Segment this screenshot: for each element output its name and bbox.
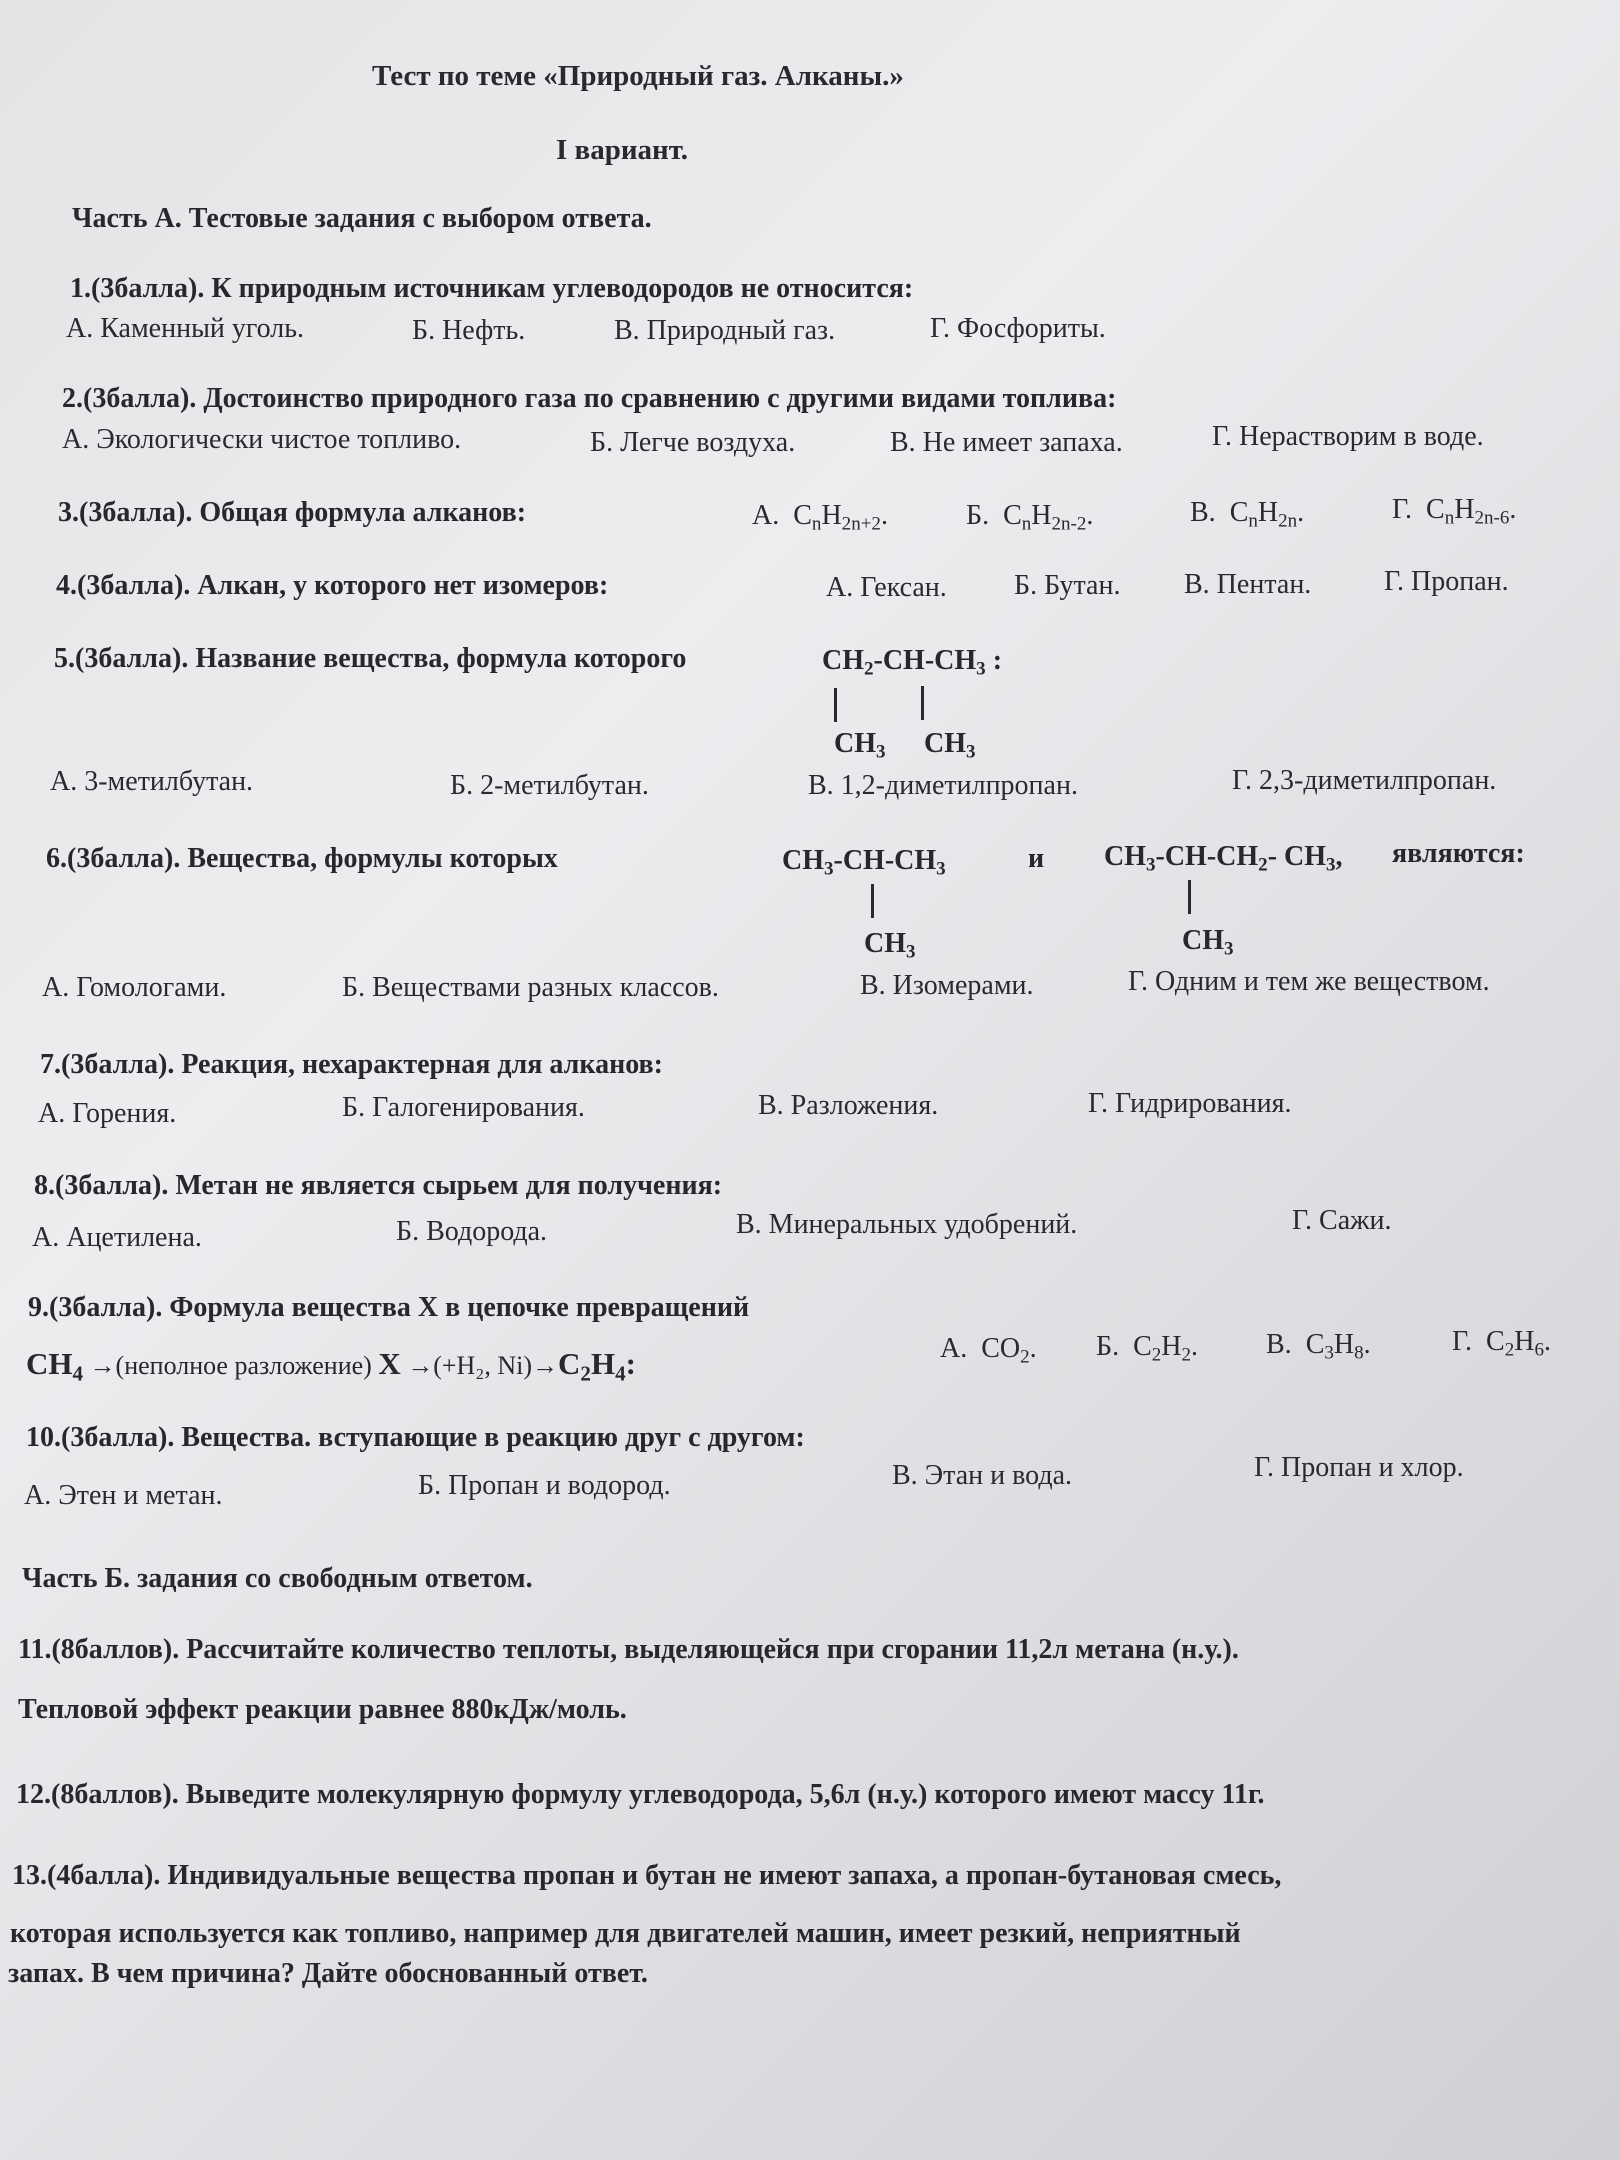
question-7-option-b: Б. Галогенирования. — [342, 1092, 585, 1123]
general-formula: $C_nH_{2n}$. — [1229, 497, 1305, 532]
question-9-option-d — [1452, 1326, 1551, 1361]
option-letter: Б. — [1096, 1331, 1120, 1362]
option-formula: $CO_2$. — [981, 1333, 1037, 1368]
chain-arrow-hydrogenation: →(+H₂, Ni)→ — [400, 1351, 559, 1380]
test-title: Тест по теме «Природный газ. Алканы.» — [372, 60, 904, 92]
question-6-option-a: А. Гомологами. — [42, 972, 227, 1003]
part-b-heading: Часть Б. задания со свободным ответом. — [22, 1563, 533, 1594]
bond-line — [834, 688, 837, 722]
question-1-option-c: В. Природный газ. — [614, 315, 836, 346]
option-letter: В. — [1190, 497, 1216, 528]
question-1-option-b: Б. Нефть. — [412, 315, 526, 346]
question-13-line-3: запах. В чем причина? Дайте обоснованный ответ. — [8, 1958, 648, 1989]
question-6-tail: являются: — [1392, 838, 1525, 869]
question-6-methyl-1: $CH_3$ — [864, 928, 916, 963]
question-2-option-c: В. Не имеет запаха. — [890, 427, 1123, 458]
question-2-option-b: Б. Легче воздуха. — [590, 427, 796, 458]
question-2-stem: 2.(3балла). Достоинство природного газа по сравнению с другими видами топлива: — [62, 383, 1117, 414]
question-4-option-a: А. Гексан. — [826, 572, 947, 603]
general-formula: $C_nH_{2n-6}$. — [1426, 494, 1517, 529]
question-8-stem: 8.(3балла). Метан не является сырьем для получения: — [34, 1170, 723, 1201]
question-9-option-b — [1096, 1331, 1199, 1366]
question-5-methyl-1: $CH_3$ — [834, 728, 886, 763]
question-6-formula-2: $CH_3-CH-CH_2-$ $CH_3$, — [1104, 841, 1343, 876]
question-8-option-a: А. Ацетилена. — [32, 1222, 202, 1253]
variant-label: I вариант. — [556, 134, 689, 166]
question-9-option-c — [1266, 1329, 1371, 1364]
question-1-option-d: Г. Фосфориты. — [930, 313, 1106, 344]
option-letter: В. — [1266, 1329, 1292, 1360]
bond-line — [1188, 880, 1191, 914]
question-9-chain — [26, 1346, 636, 1386]
option-letter: Б. — [966, 500, 990, 531]
question-1-stem: 1.(3балла). К природным источникам углеводородов не относится: — [70, 273, 914, 304]
bond-line — [871, 884, 874, 918]
chain-x: X — [378, 1346, 401, 1381]
question-5-formula: $CH_2-CH-CH_3$ : — [822, 645, 1003, 680]
question-6-formula-1: $CH_3-CH-CH_3$ — [782, 845, 946, 880]
question-7-option-a: А. Горения. — [38, 1098, 177, 1129]
question-5-option-a: А. 3-метилбутан. — [50, 766, 254, 797]
option-letter: А. — [940, 1333, 968, 1364]
question-5-stem: 5.(3балла). Название вещества, формула которого — [54, 643, 687, 674]
question-5-option-c: В. 1,2-диметилпропан. — [808, 770, 1078, 801]
question-4-option-b: Б. Бутан. — [1014, 570, 1121, 601]
question-4-option-d: Г. Пропан. — [1384, 566, 1509, 597]
chain-arrow-decomposition: →(неполное разложение) — [83, 1351, 379, 1380]
question-5-option-d: Г. 2,3-диметилпропан. — [1232, 765, 1497, 796]
question-3-option-b — [966, 500, 1094, 535]
question-10-option-a: А. Этен и метан. — [24, 1480, 223, 1511]
bond-line — [921, 686, 924, 720]
question-13-line-1: 13.(4балла). Индивидуальные вещества пропан и бутан не имеют запаха, а пропан-бутановая смесь, — [12, 1860, 1282, 1891]
question-6-stem: 6.(3балла). Вещества, формулы которых — [46, 843, 558, 874]
question-7-option-c: В. Разложения. — [758, 1090, 939, 1121]
question-5-methyl-2: $CH_3$ — [924, 728, 976, 763]
question-8-option-b: Б. Водорода. — [396, 1216, 548, 1247]
question-10-option-d: Г. Пропан и хлор. — [1254, 1452, 1464, 1483]
option-letter: Г. — [1392, 494, 1413, 525]
question-9-option-a — [940, 1333, 1037, 1368]
question-5-option-b: Б. 2-метилбутан. — [450, 770, 649, 801]
question-10-stem: 10.(3балла). Вещества. вступающие в реакцию друг с другом: — [26, 1422, 805, 1453]
question-13-line-2: которая используется как топливо, например для двигателей машин, имеет резкий, неприятный — [10, 1918, 1241, 1949]
option-letter: А. — [752, 500, 780, 531]
part-a-heading: Часть А. Тестовые задания с выбором ответа. — [72, 203, 652, 234]
question-1-option-a: А. Каменный уголь. — [66, 313, 305, 344]
question-7-option-d: Г. Гидрирования. — [1088, 1088, 1292, 1119]
question-2-option-d: Г. Нерастворим в воде. — [1212, 421, 1484, 452]
question-10-option-b: Б. Пропан и водород. — [418, 1470, 671, 1501]
question-6-option-b: Б. Веществами разных классов. — [342, 972, 719, 1003]
question-6-and: и — [1028, 843, 1045, 874]
question-11-line-2: Тепловой эффект реакции равнее 880кДж/моль. — [18, 1694, 627, 1725]
question-6-option-c: В. Изомерами. — [860, 970, 1034, 1001]
question-3-option-d — [1392, 494, 1517, 529]
question-3-option-c — [1190, 497, 1305, 532]
question-8-option-c: В. Минеральных удобрений. — [736, 1209, 1078, 1240]
question-3-option-a — [752, 500, 888, 535]
question-4-stem: 4.(3балла). Алкан, у которого нет изомеров: — [56, 570, 609, 601]
chain-methane: $CH_4$ — [26, 1346, 84, 1386]
question-8-option-d: Г. Сажи. — [1292, 1205, 1392, 1236]
question-3-stem: 3.(3балла). Общая формула алканов: — [58, 497, 527, 528]
question-4-option-c: В. Пентан. — [1184, 569, 1312, 600]
question-7-stem: 7.(3балла). Реакция, нехарактерная для алканов: — [40, 1049, 663, 1080]
option-formula: $C_2H_6$. — [1486, 1326, 1551, 1361]
general-formula: $C_nH_{2n+2}$. — [793, 500, 888, 535]
question-12: 12.(8баллов). Выведите молекулярную формулу углеводорода, 5,6л (н.у.) которого имеют массу 11г. — [16, 1779, 1265, 1810]
question-10-option-c: В. Этан и вода. — [892, 1460, 1073, 1491]
option-letter: Г. — [1452, 1326, 1473, 1357]
option-formula: $C_2H_2$. — [1133, 1331, 1199, 1366]
chain-ethene: $C_2H_4$: — [558, 1346, 636, 1386]
question-6-option-d: Г. Одним и тем же веществом. — [1128, 966, 1490, 997]
question-11-line-1: 11.(8баллов). Рассчитайте количество теплоты, выделяющейся при сгорании 11,2л метана (н.у.). — [18, 1634, 1239, 1665]
question-6-methyl-2: $CH_3$ — [1182, 925, 1234, 960]
question-9-stem: 9.(3балла). Формула вещества X в цепочке превращений — [28, 1292, 750, 1323]
question-2-option-a: А. Экологически чистое топливо. — [62, 424, 462, 455]
general-formula: $C_nH_{2n-2}$. — [1003, 500, 1094, 535]
option-formula: $C_3H_8$. — [1305, 1329, 1371, 1364]
